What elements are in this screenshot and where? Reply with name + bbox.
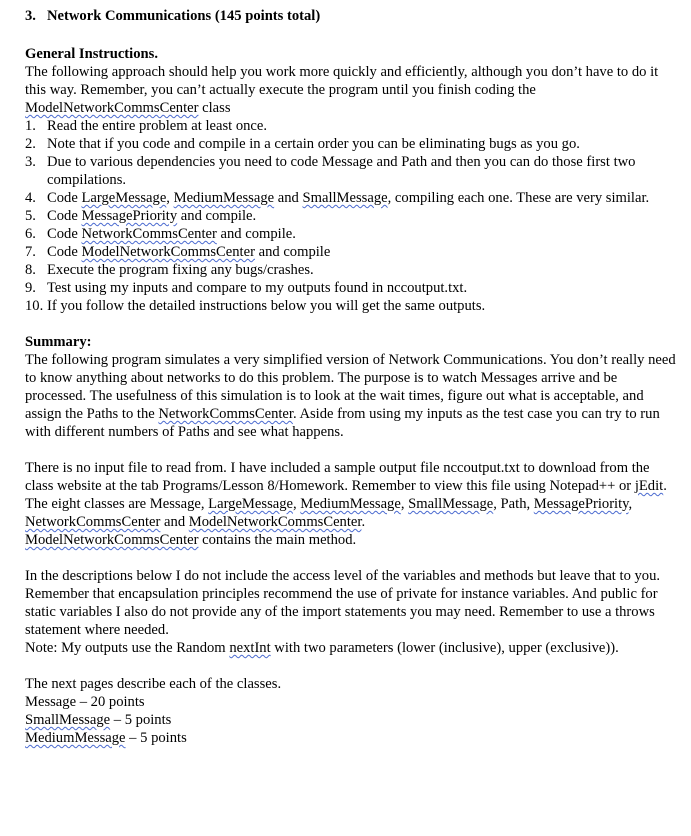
step-item: 7. Code ModelNetworkCommsCenter and compile bbox=[25, 244, 331, 260]
summary-paragraph-1: The following program simulates a very simplified version of Network Communications. You don’t really need to know anything about networks to do this problem. The purpose is to watch Messages arrive and be processed. The usefulness of this simulation is to look at the wait times, figure out what is acceptable, and assign the Paths to the NetworkCommsCenter. Aside from using my inputs as the test case you can try to run with different numbers of Paths and see what happens. bbox=[25, 352, 676, 440]
step-item: 6. Code NetworkCommsCenter and compile. bbox=[25, 226, 296, 242]
summary-paragraph-5: In the descriptions below I do not include the access level of the variables and methods but leave that to you. Remember that encapsulation principles recommend the use of private for instance variables. And public for static variables I also do not provide any of the import statements you may need. Remember to use a throws statement where needed. bbox=[25, 568, 661, 638]
summary-note: Note: My outputs use the Random nextInt with two parameters (lower (inclusive), upper (exclusive)). bbox=[25, 640, 619, 656]
step-item: 1. Read the entire problem at least once. bbox=[25, 118, 268, 134]
summary-title: Summary: bbox=[25, 334, 92, 350]
general-intro: The following approach should help you work more quickly and efficiently, although you don’t have to do it this way. Remember, you can’t actually execute the program until you finish coding the ModelNetworkCommsCenter class bbox=[25, 64, 659, 116]
step-item: 9. Test using my inputs and compare to my outputs found in nccoutput.txt. bbox=[25, 280, 468, 296]
points-line: SmallMessage – 5 points bbox=[25, 712, 172, 728]
step-item: 2. Note that if you code and compile in a certain order you can be eliminating bugs as you go. bbox=[25, 136, 580, 152]
step-item: 5. Code MessagePriority and compile. bbox=[25, 208, 257, 224]
steps-list bbox=[25, 117, 679, 315]
summary-paragraph-2: There is no input file to read from. I have included a sample output file nccoutput.txt to download from the class website at the tab Programs/Lesson 8/Homework. Remember to view this file using Notepad++ or jEdit. bbox=[25, 460, 667, 494]
step-item: 4. Code LargeMessage, MediumMessage and SmallMessage, compiling each one. These are very similar. bbox=[25, 190, 650, 206]
summary-paragraph-3: The eight classes are Message, LargeMessage, MediumMessage, SmallMessage, Path, MessagePriority, NetworkCommsCenter and ModelNetworkCommsCenter. bbox=[25, 496, 633, 530]
points-line: MediumMessage – 5 points bbox=[25, 730, 187, 746]
summary-next-pages: The next pages describe each of the classes. bbox=[25, 676, 282, 692]
step-item: 3. Due to various dependencies you need to code Message and Path and then you can do those first two compilations. bbox=[25, 154, 636, 188]
section-number: 3. bbox=[25, 8, 36, 24]
section-title: Network Communications (145 points total) bbox=[47, 8, 321, 24]
summary-paragraph-4: ModelNetworkCommsCenter contains the main method. bbox=[25, 532, 357, 548]
points-line: Message – 20 points bbox=[25, 694, 145, 710]
section-heading bbox=[25, 7, 679, 25]
general-instructions-title: General Instructions. bbox=[25, 46, 158, 62]
step-item: 8. Execute the program fixing any bugs/crashes. bbox=[25, 262, 314, 278]
step-item: 10. If you follow the detailed instructions below you will get the same outputs. bbox=[25, 298, 486, 314]
